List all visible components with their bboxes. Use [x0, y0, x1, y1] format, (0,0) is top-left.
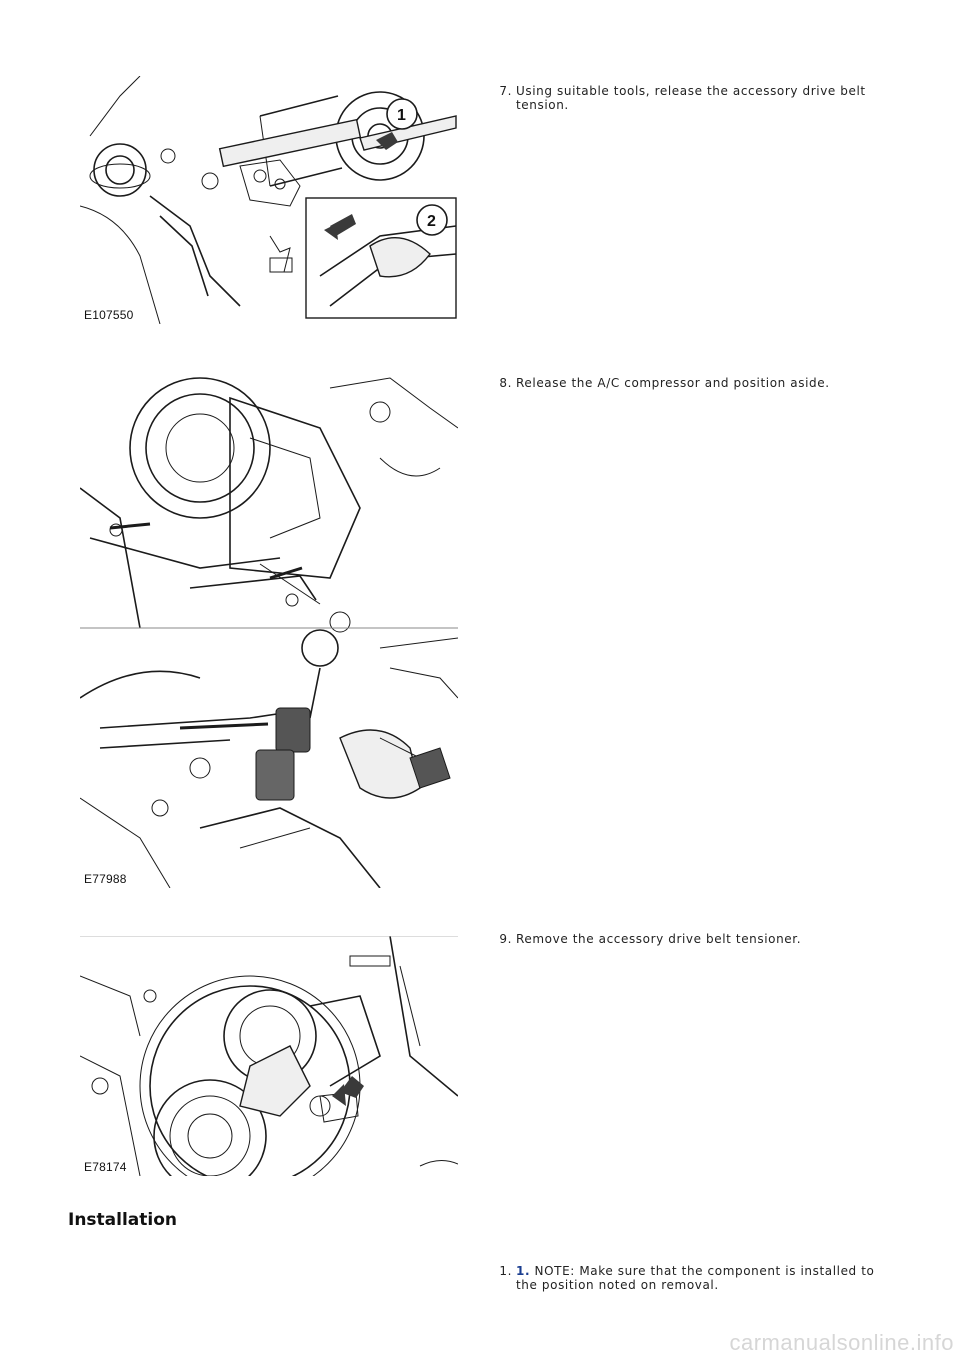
- figure-belt-tension: [80, 76, 458, 324]
- step-text: Using suitable tools, release the accessory drive belt tension.: [516, 84, 866, 112]
- step-link-number[interactable]: 1.: [516, 1264, 531, 1278]
- figure-code: E78174: [84, 1160, 127, 1174]
- step-text: Release the A/C compressor and position aside.: [516, 376, 830, 390]
- illustration-belt-tensioner: [80, 936, 458, 1176]
- figure-ac-compressor: [80, 368, 458, 888]
- watermark: carmanualsonline.info: [729, 1330, 954, 1355]
- step-number: 7.: [499, 84, 512, 98]
- callout-1: 1: [397, 107, 406, 124]
- figure-code: E77988: [84, 872, 127, 886]
- step-number: 1.: [499, 1264, 512, 1278]
- illustration-belt-tension: [80, 76, 458, 324]
- figure-code: E107550: [84, 308, 134, 322]
- section-heading-installation: Installation: [68, 1210, 178, 1230]
- step-text: [516, 1264, 876, 1292]
- step-number: 8.: [499, 376, 512, 390]
- callout-2: 2: [427, 213, 436, 230]
- figure-belt-tensioner: [80, 936, 458, 1176]
- step-text: Remove the accessory drive belt tensioner.: [516, 932, 802, 946]
- step-number: 9.: [499, 932, 512, 946]
- illustration-ac-compressor: [80, 368, 458, 888]
- note-text: NOTE: Make sure that the component is installed to the position noted on removal.: [516, 1264, 875, 1292]
